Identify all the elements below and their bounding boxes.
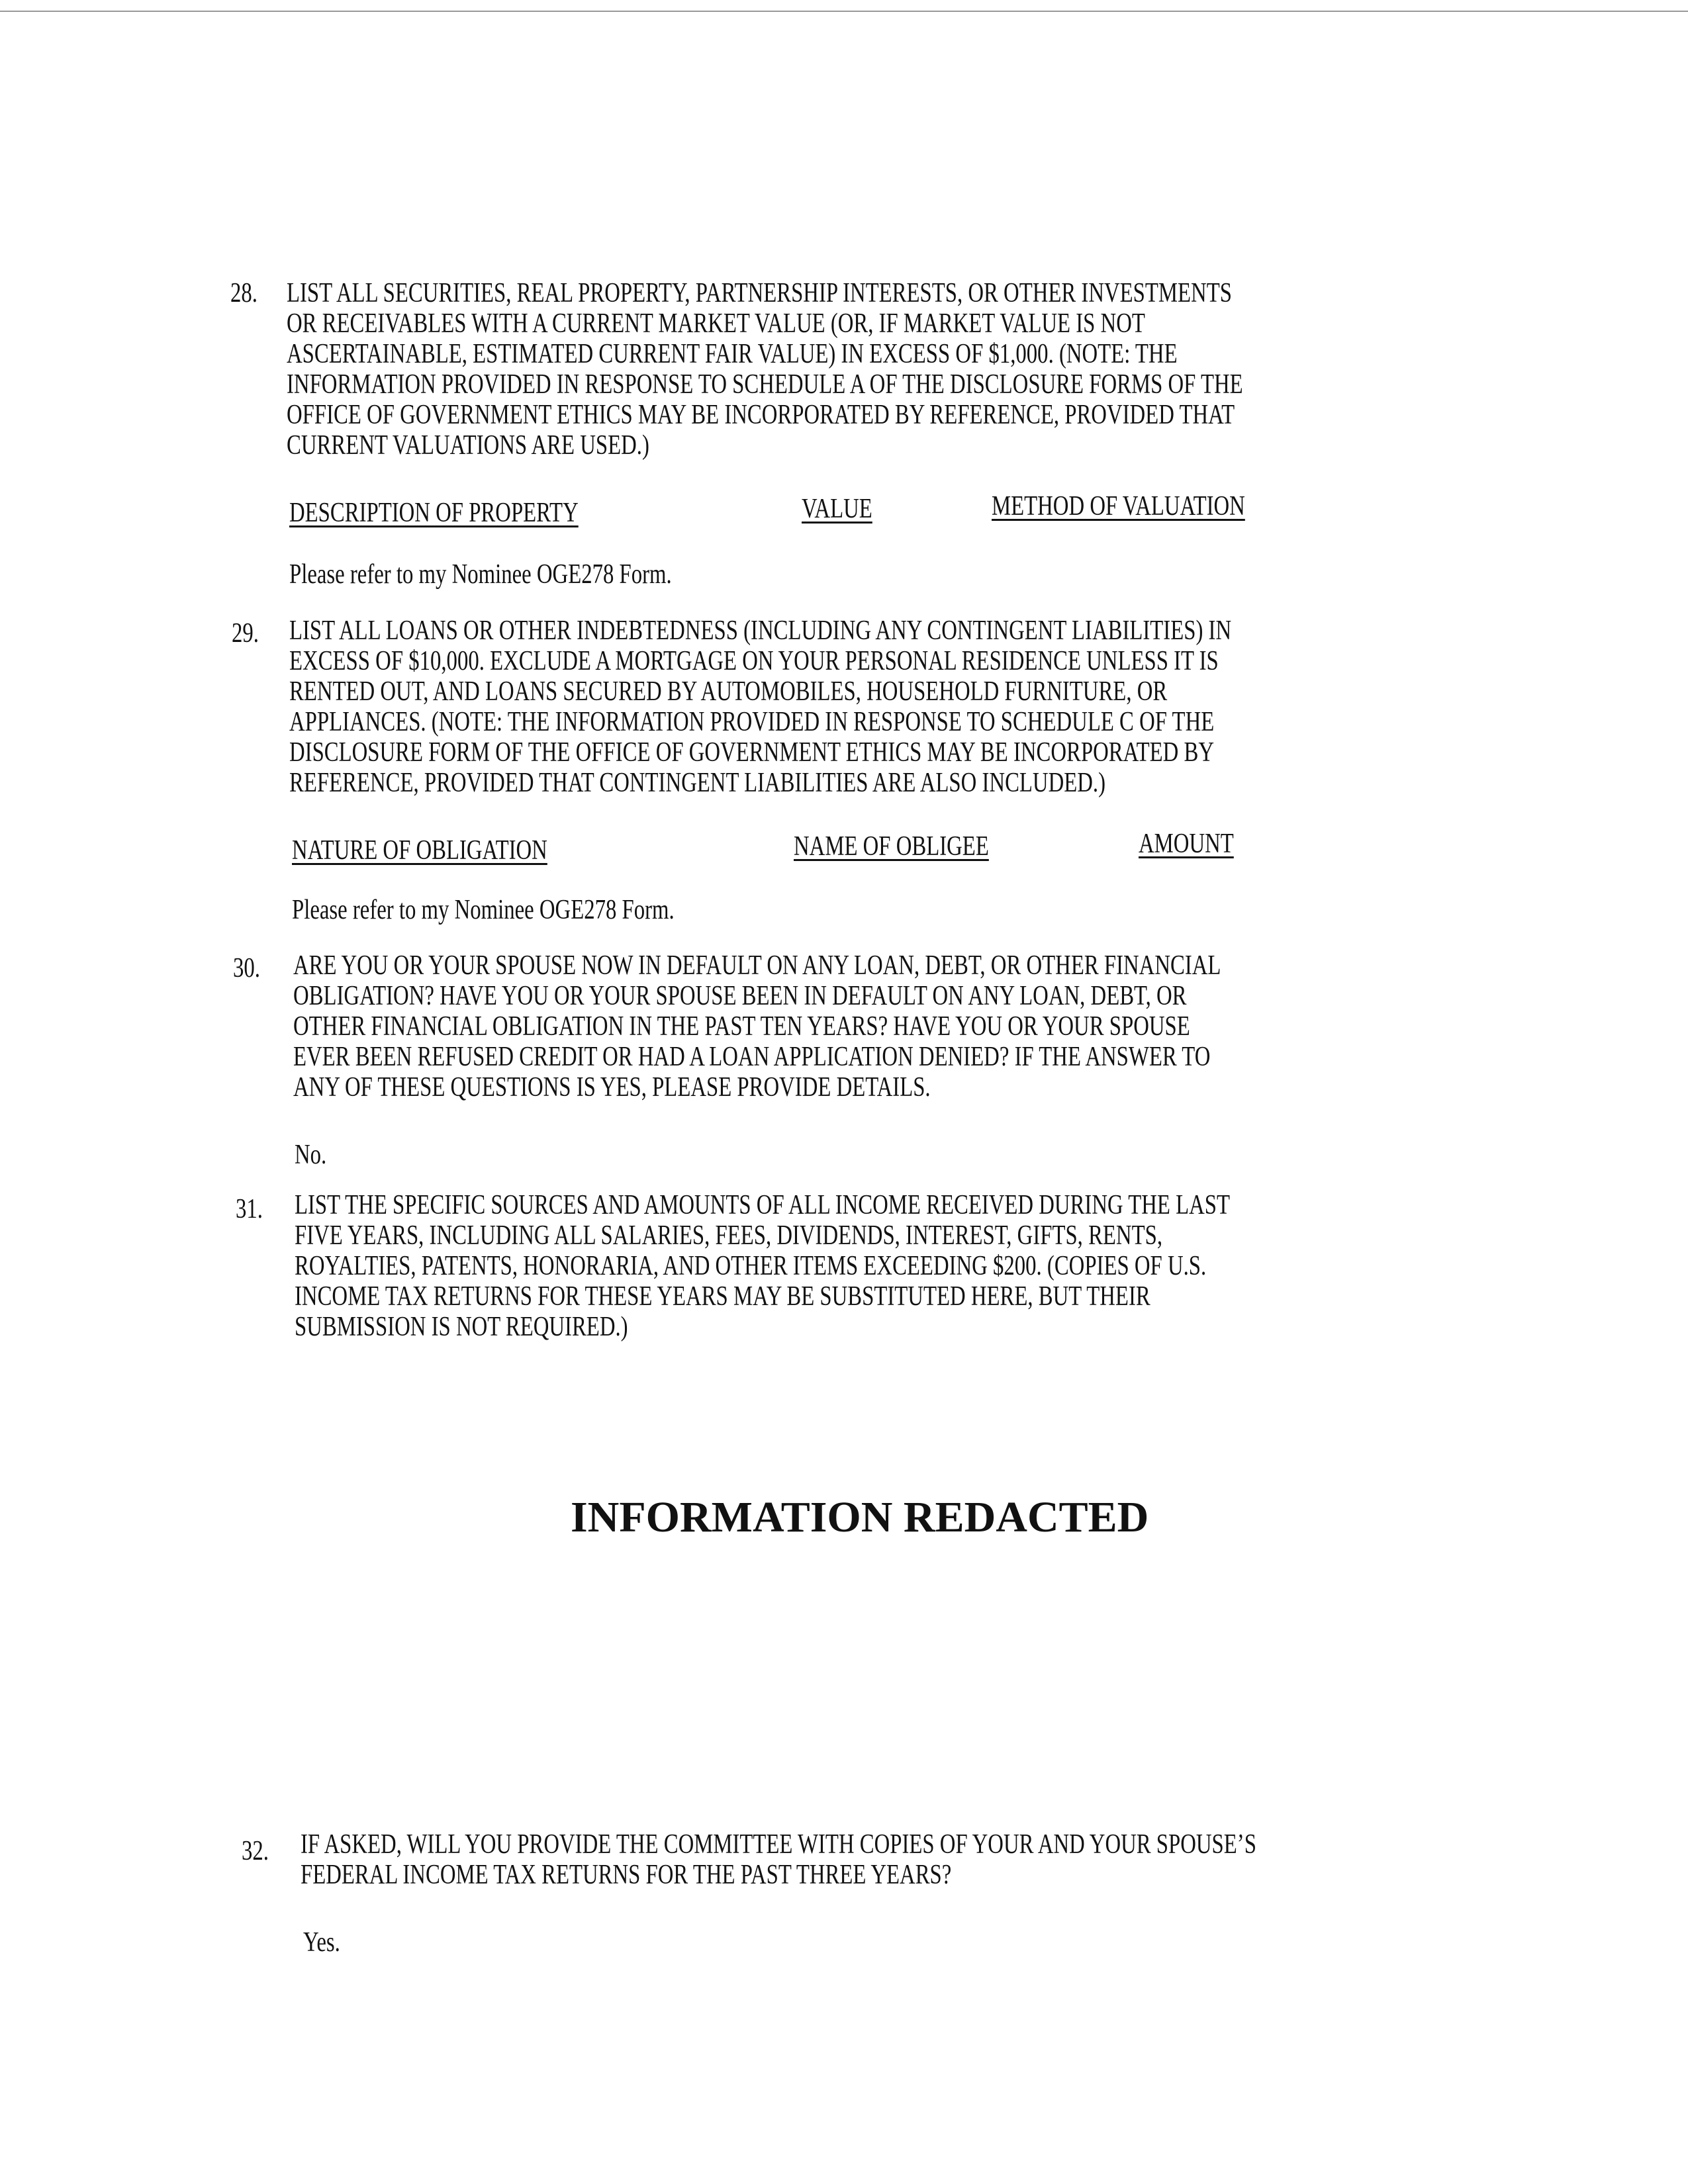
question-text-line: FIVE YEARS, INCLUDING ALL SALARIES, FEES, DIVIDENDS, INTEREST, GIFTS, RENTS, — [295, 1220, 1163, 1251]
question-text-line: OR RECEIVABLES WITH A CURRENT MARKET VALUE (OR, IF MARKET VALUE IS NOT — [287, 308, 1145, 339]
question-number: 28. — [230, 278, 258, 308]
question-text-line: FEDERAL INCOME TAX RETURNS FOR THE PAST THREE YEARS? — [301, 1860, 952, 1890]
column-header-obligee: NAME OF OBLIGEE — [794, 831, 989, 862]
question-number: 32. — [242, 1836, 269, 1866]
column-header-value: VALUE — [802, 494, 872, 524]
column-header-description: DESCRIPTION OF PROPERTY — [289, 498, 579, 528]
question-text-line: OTHER FINANCIAL OBLIGATION IN THE PAST TEN YEARS? HAVE YOU OR YOUR SPOUSE — [293, 1011, 1190, 1042]
question-text-line: CURRENT VALUATIONS ARE USED.) — [287, 430, 649, 461]
question-text-line: ROYALTIES, PATENTS, HONORARIA, AND OTHER ITEMS EXCEEDING $200. (COPIES OF U.S. — [295, 1251, 1207, 1281]
question-text-line: INCOME TAX RETURNS FOR THESE YEARS MAY BE SUBSTITUTED HERE, BUT THEIR — [295, 1281, 1150, 1312]
question-text-line: APPLIANCES. (NOTE: THE INFORMATION PROVIDED IN RESPONSE TO SCHEDULE C OF THE — [289, 707, 1215, 737]
column-header-nature: NATURE OF OBLIGATION — [292, 835, 547, 866]
answer-text: Please refer to my Nominee OGE278 Form. — [292, 895, 675, 925]
column-header-method: METHOD OF VALUATION — [992, 491, 1245, 522]
question-text-line: LIST THE SPECIFIC SOURCES AND AMOUNTS OF ALL INCOME RECEIVED DURING THE LAST — [295, 1190, 1231, 1220]
question-text-line: EVER BEEN REFUSED CREDIT OR HAD A LOAN APPLICATION DENIED? IF THE ANSWER TO — [293, 1042, 1211, 1072]
question-text-line: OBLIGATION? HAVE YOU OR YOUR SPOUSE BEEN IN DEFAULT ON ANY LOAN, DEBT, OR — [293, 981, 1187, 1011]
question-text-line: IF ASKED, WILL YOU PROVIDE THE COMMITTEE WITH COPIES OF YOUR AND YOUR SPOUSE’S — [301, 1829, 1256, 1860]
question-text-line: OFFICE OF GOVERNMENT ETHICS MAY BE INCORPORATED BY REFERENCE, PROVIDED THAT — [287, 400, 1235, 430]
redaction-notice: INFORMATION REDACTED — [571, 1493, 1149, 1541]
question-text-line: REFERENCE, PROVIDED THAT CONTINGENT LIABILITIES ARE ALSO INCLUDED.) — [289, 768, 1106, 798]
answer-text: No. — [295, 1140, 327, 1170]
question-text-line: LIST ALL LOANS OR OTHER INDEBTEDNESS (INCLUDING ANY CONTINGENT LIABILITIES) IN — [289, 615, 1232, 646]
question-text-line: RENTED OUT, AND LOANS SECURED BY AUTOMOBILES, HOUSEHOLD FURNITURE, OR — [289, 676, 1168, 707]
question-text-line: LIST ALL SECURITIES, REAL PROPERTY, PARTNERSHIP INTERESTS, OR OTHER INVESTMENTS — [287, 278, 1232, 308]
question-text-line: SUBMISSION IS NOT REQUIRED.) — [295, 1312, 628, 1342]
question-text-line: EXCESS OF $10,000. EXCLUDE A MORTGAGE ON YOUR PERSONAL RESIDENCE UNLESS IT IS — [289, 646, 1219, 676]
answer-text: Yes. — [303, 1927, 340, 1958]
question-number: 30. — [233, 953, 260, 983]
question-text-line: ARE YOU OR YOUR SPOUSE NOW IN DEFAULT ON ANY LOAN, DEBT, OR OTHER FINANCIAL — [293, 950, 1221, 981]
scan-top-border — [0, 11, 1688, 12]
question-text-line: ANY OF THESE QUESTIONS IS YES, PLEASE PROVIDE DETAILS. — [293, 1072, 931, 1103]
column-header-amount: AMOUNT — [1139, 829, 1234, 859]
answer-text: Please refer to my Nominee OGE278 Form. — [289, 559, 672, 590]
question-text-line: ASCERTAINABLE, ESTIMATED CURRENT FAIR VALUE) IN EXCESS OF $1,000. (NOTE: THE — [287, 339, 1178, 369]
question-text-line: DISCLOSURE FORM OF THE OFFICE OF GOVERNMENT ETHICS MAY BE INCORPORATED BY — [289, 737, 1215, 768]
question-text-line: INFORMATION PROVIDED IN RESPONSE TO SCHEDULE A OF THE DISCLOSURE FORMS OF THE — [287, 369, 1243, 400]
question-number: 31. — [236, 1194, 263, 1224]
question-number: 29. — [232, 618, 259, 649]
